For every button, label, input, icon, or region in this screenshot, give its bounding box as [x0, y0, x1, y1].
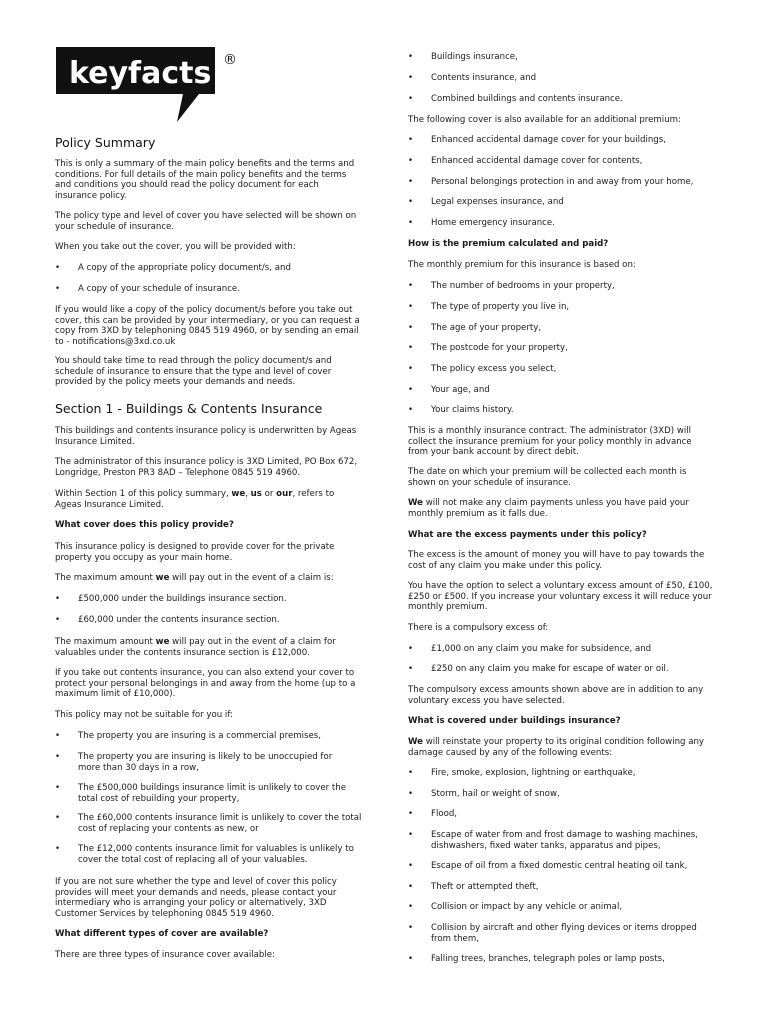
design-paragraph: This insurance policy is designed to provide cover for the private property you occupy as your main home.	[55, 542, 335, 563]
question-heading: What is covered under buildings insurance?	[408, 716, 621, 726]
extend-cover-paragraph: If you take out contents insurance, you can also extend your cover to protect your personal belongings in and away from the home (up to a maximum limit of £10,000).	[55, 668, 356, 700]
question-heading: How is the premium calculated and paid?	[408, 239, 609, 249]
administrator-paragraph: The administrator of this insurance policy is 3XD Limited, PO Box 672, Longridge, Preston PR3 8AD – Telephone 0845 519 4960.	[55, 457, 358, 478]
policy-summary-title: Policy Summary	[55, 135, 156, 150]
reinstate-paragraph: We will reinstate your property to its original condition following any damage caused by any of the following events:	[408, 737, 705, 758]
three-types-paragraph: There are three types of insurance cover available:	[55, 950, 275, 960]
logo-text: keyfacts	[69, 56, 212, 91]
premium-based-paragraph: The monthly premium for this insurance is based on:	[408, 260, 636, 270]
additional-premium-paragraph: The following cover is also available for an additional premium:	[408, 115, 681, 125]
max-amount-paragraph: The maximum amount we will pay out in the event of a claim is:	[55, 573, 334, 583]
question-heading: What cover does this policy provide?	[55, 520, 234, 530]
provided-with-paragraph: When you take out the cover, you will be provided with:	[55, 242, 296, 252]
compulsory-excess-paragraph: There is a compulsory excess of:	[408, 623, 549, 633]
intro-paragraph: This is only a summary of the main policy benefits and the terms and conditions. For full details of the main policy benefits and the terms and conditions you should read the policy document for each insurance policy.	[55, 159, 355, 202]
read-through-paragraph: You should take time to read through the policy document/s and schedule of insurance to ensure that the type and level of cover provided by the policy meets your demands and needs.	[55, 356, 332, 388]
policy-type-paragraph: The policy type and level of cover you have selected will be shown on your schedule of insurance.	[55, 211, 357, 232]
not-suitable-paragraph: This policy may not be suitable for you if:	[55, 710, 233, 720]
keyfacts-logo	[55, 46, 250, 124]
valuables-paragraph: The maximum amount we will pay out in the event of a claim for valuables under the contents insurance section is £12,000.	[55, 637, 336, 658]
compulsory-addition-paragraph: The compulsory excess amounts shown above are in addition to any voluntary excess you have selected.	[408, 685, 704, 706]
voluntary-excess-paragraph: You have the option to select a voluntary excess amount of £50, £100, £250 or £500. If you increase your voluntary excess it will reduce your monthly premium.	[408, 581, 713, 613]
question-heading: What are the excess payments under this policy?	[408, 530, 647, 540]
underwriter-paragraph: This buildings and contents insurance policy is underwritten by Ageas Insurance Limited.	[55, 426, 357, 447]
copy-request-paragraph: If you would like a copy of the policy document/s before you take out cover, this can be provided by your intermediary, or you can request a copy from 3XD by telephoning 0845 519 4960, or by sending an email to - notifications@3xd.co.uk	[55, 305, 360, 348]
claim-payments-paragraph: We will not make any claim payments unless you have paid your monthly premium as it falls due.	[408, 498, 689, 519]
monthly-contract-paragraph: This is a monthly insurance contract. The administrator (3XD) will collect the insurance premium for your policy monthly in advance from your bank account by direct debit.	[408, 426, 692, 458]
registered-mark: ®	[223, 52, 237, 68]
collection-date-paragraph: The date on which your premium will be collected each month is shown on your schedule of insurance.	[408, 467, 687, 488]
definitions-paragraph: Within Section 1 of this policy summary, we, us or our, refers to Ageas Insurance Limited.	[55, 489, 335, 510]
contact-paragraph: If you are not sure whether the type and level of cover this policy provides will meet your demands and needs, please contact your intermediary who is arranging your policy or alternatively, 3XD Customer Services by telephoning 0845 519 4960.	[55, 877, 337, 920]
section-1-title: Section 1 - Buildings & Contents Insurance	[55, 401, 323, 416]
question-heading: What different types of cover are available?	[55, 929, 269, 939]
keyfacts-speech-bubble-icon	[55, 46, 250, 124]
excess-definition-paragraph: The excess is the amount of money you will have to pay towards the cost of any claim you make under this policy.	[408, 550, 705, 571]
